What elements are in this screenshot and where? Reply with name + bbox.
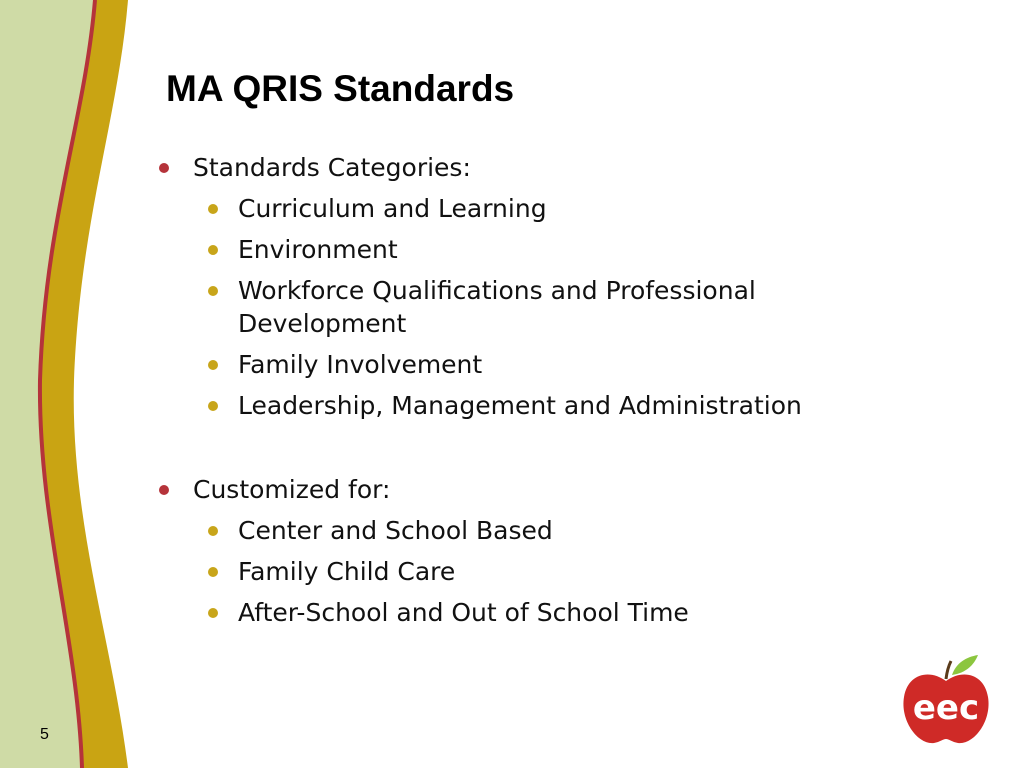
sub-bullet-text: Center and School Based (238, 516, 553, 545)
apple-logo-icon (900, 655, 992, 747)
apple-stem (946, 661, 951, 679)
bullet-customized-for (0, 474, 689, 506)
sub-bullet-dot-icon (208, 204, 218, 214)
bullet-group-categories (0, 152, 802, 430)
sub-bullet-dot-icon (208, 286, 218, 296)
sub-bullet-family-child-care (0, 555, 689, 588)
sub-bullet-center-school (0, 514, 689, 547)
sub-bullet-text: Family Child Care (238, 557, 456, 586)
sub-bullet-dot-icon (208, 567, 218, 577)
sub-bullet-text: After-School and Out of School Time (238, 598, 689, 627)
logo-text: eec (912, 688, 980, 728)
bullet-standards-categories (0, 152, 802, 184)
slide-number: 5 (40, 726, 49, 743)
bullet-text: Customized for: (193, 475, 391, 504)
sub-bullet-leadership (0, 389, 802, 422)
sub-bullet-dot-icon (208, 245, 218, 255)
bullet-dot-icon (159, 485, 169, 495)
sub-bullet-family-involvement (0, 348, 802, 381)
sub-bullet-text: Curriculum and Learning (238, 194, 547, 223)
sub-bullet-text: Leadership, Management and Administration (238, 391, 802, 420)
sub-bullet-environment (0, 233, 802, 266)
sub-bullet-workforce (0, 274, 802, 340)
sub-bullet-after-school (0, 596, 689, 629)
sub-bullet-curriculum (0, 192, 802, 225)
slide-title: MA QRIS Standards (166, 68, 515, 109)
sub-bullet-dot-icon (208, 608, 218, 618)
bullet-dot-icon (159, 163, 169, 173)
sub-bullet-dot-icon (208, 401, 218, 411)
sub-bullet-list (0, 514, 689, 629)
sub-bullet-text-continued: Development (238, 309, 407, 338)
sub-bullet-text: Family Involvement (238, 350, 483, 379)
sub-bullet-list (0, 192, 802, 422)
sub-bullet-dot-icon (208, 360, 218, 370)
sub-bullet-text: Workforce Qualifications and Professional (238, 276, 756, 305)
bullet-text: Standards Categories: (193, 153, 471, 182)
bullet-group-customized (0, 474, 689, 637)
sub-bullet-text: Environment (238, 235, 398, 264)
sub-bullet-dot-icon (208, 526, 218, 536)
apple-leaf (952, 655, 978, 675)
